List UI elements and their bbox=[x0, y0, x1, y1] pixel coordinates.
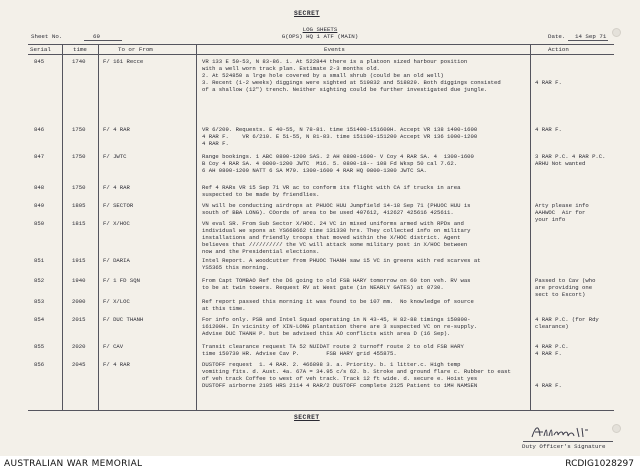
event-line: believes that ////////// the VC will attack some military post in X/HOC between bbox=[202, 241, 468, 248]
event-line: VR 133 E 50-53, N 83-86. 1. At 522844 there is a platoon sized harbour position bbox=[202, 58, 468, 65]
col-action: Action bbox=[548, 46, 569, 53]
event-line: B Coy 4 RAR SA. 4 0800-1200 JWTC M16. 5. 0800-18-- 108 Fd Wksp 50 cal 7.62. bbox=[202, 160, 458, 167]
action-line: 4 RAR F. bbox=[535, 382, 562, 389]
action-line: 4 RAR P.C. bbox=[535, 343, 569, 350]
action-line: Passed to Cav (who bbox=[535, 277, 596, 284]
event-line: suspected to be made by friendlies. bbox=[202, 191, 320, 198]
table-top-rule bbox=[28, 44, 614, 45]
duty-officer-label: Duty Officer's Signature bbox=[522, 443, 606, 450]
to-from: F/ DARIA bbox=[103, 257, 130, 264]
event-line: Advise DUC THANH P. but be advised this AO conflicts with area D (16 Sep). bbox=[202, 330, 451, 337]
event-line: individual we spons at YS668662 time 131330 hrs. They collected info on military bbox=[202, 227, 471, 234]
archive-reference: RCDIG1028297 bbox=[565, 459, 634, 469]
archive-name: AUSTRALIAN WAR MEMORIAL bbox=[4, 459, 143, 469]
action-line: 4 RAR P.C. (for Rdy bbox=[535, 316, 599, 323]
serial-number: 855 bbox=[34, 343, 45, 350]
serial-number: 846 bbox=[34, 126, 45, 133]
event-line: 161200H. In vicinity of XIN-LONG plantation there are 3 suspected VC on re-supply. bbox=[202, 323, 478, 330]
action-line: 4 RAR F. bbox=[535, 79, 562, 86]
hq-unit-title: G(OPS) HQ 1 ATF (MAIN) bbox=[281, 33, 359, 40]
to-from: F/ 4 RAR bbox=[103, 184, 130, 191]
event-line: 3. Recent (1-2 weeks) diggings were sighted at 519832 and 518829. Both diggings consisted bbox=[202, 79, 501, 86]
to-from: F/ DUC THANH bbox=[103, 316, 144, 323]
event-line: 4 RAR F. bbox=[202, 140, 229, 147]
header-rule bbox=[28, 54, 614, 55]
event-line: of veh track Coffee to west of veh track. Track 12 ft wide. d. secure e. Hoist yes bbox=[202, 375, 478, 382]
divider bbox=[98, 44, 99, 410]
action-line: sect to Escort) bbox=[535, 291, 586, 298]
to-from: F/ 4 RAR bbox=[103, 126, 130, 133]
serial-number: 845 bbox=[34, 58, 45, 65]
to-from: F/ 161 Recce bbox=[103, 58, 144, 65]
entry-time: 1815 bbox=[72, 220, 86, 227]
serial-number: 850 bbox=[34, 220, 45, 227]
sheet-number: 69 bbox=[93, 33, 100, 40]
divider bbox=[62, 44, 63, 410]
to-from: F/ SECTOR bbox=[103, 202, 134, 209]
date-label: Date. bbox=[548, 33, 566, 40]
event-line: VN eval SR. From Sub Sector X/HOC. 24 VC in mixed uniforms armed with RPDs and bbox=[202, 220, 464, 227]
action-line: your info bbox=[535, 216, 566, 223]
entry-time: 1940 bbox=[72, 277, 86, 284]
classification-top: SECRET bbox=[294, 10, 320, 17]
log-sheets-title: LOG SHEETS bbox=[302, 26, 338, 33]
divider bbox=[530, 44, 531, 410]
serial-number: 853 bbox=[34, 298, 45, 305]
event-line: 6 AH 0800-1200 NATT 6 SA M79. 1300-1600 4 RAR HQ 0800-1300 JWTC SA. bbox=[202, 167, 427, 174]
to-from: F/ CAV bbox=[103, 343, 124, 350]
entry-time: 1915 bbox=[72, 257, 86, 264]
to-from: F/ 4 RAR bbox=[103, 361, 130, 368]
event-line: with a well worn track plan. Estimate 2-3 months old. bbox=[202, 65, 380, 72]
action-line: AAHWOC Air for bbox=[535, 209, 586, 216]
event-line: installations and friendly troops that moved within the X/HOC district. Agent bbox=[202, 234, 461, 241]
col-events: Events bbox=[324, 46, 345, 53]
entry-time: 1750 bbox=[72, 153, 86, 160]
event-line: VR 6/209. Requests. E 40-55, N 78-81. time 151400-151600H. Accept VR 138 1400-1600 bbox=[202, 126, 478, 133]
event-line: vomiting fits. d. Aust. 4a. 67A = 34.95 c/s 62. b. Stroke and ground flare c. Rubber to east bbox=[202, 368, 511, 375]
action-line: ARHU Not wanted bbox=[535, 160, 586, 167]
sheet-label: Sheet No. bbox=[31, 33, 63, 40]
punch-hole bbox=[612, 28, 621, 37]
sheet-underline bbox=[84, 40, 122, 41]
to-from: F/ JWTC bbox=[103, 153, 127, 160]
event-line: 2. At 524850 a lrge hole covered by a small shrub (could be an old well) bbox=[202, 72, 444, 79]
action-line: 4 RAR F. bbox=[535, 126, 562, 133]
serial-number: 852 bbox=[34, 277, 45, 284]
date-underline bbox=[568, 40, 608, 41]
event-line: south of BBA LONG). COords of area to be used 407612, 412627 425616 425611. bbox=[202, 209, 454, 216]
entry-time: 1740 bbox=[72, 58, 86, 65]
serial-number: 849 bbox=[34, 202, 45, 209]
event-line: For info only. PSB and Intel Squad operating in N 43-45, H 82-88 timings 150800- bbox=[202, 316, 471, 323]
entry-time: 1805 bbox=[72, 202, 86, 209]
col-tofrom: To or From bbox=[118, 46, 153, 53]
event-line: Ref 4 RARs VR 15 Sep 71 VR ac to conform its flight with CA if trucks in area bbox=[202, 184, 461, 191]
action-line: are providing one bbox=[535, 284, 593, 291]
signature-line bbox=[523, 441, 613, 442]
event-line: 4 RAR F. VR 6/210. E 51-55, N 81-83. time 151100-151200 Accept VR 136 1000-1200 bbox=[202, 133, 478, 140]
serial-number: 847 bbox=[34, 153, 45, 160]
entry-time: 2045 bbox=[72, 361, 86, 368]
divider bbox=[196, 44, 197, 410]
entry-time: 1750 bbox=[72, 184, 86, 191]
table-bottom-rule bbox=[28, 410, 614, 411]
event-line: at this time. bbox=[202, 305, 246, 312]
date-value: 14 Sep 71 bbox=[575, 33, 607, 40]
duty-officer-signature bbox=[530, 422, 600, 442]
action-line: 4 RAR F. bbox=[535, 350, 562, 357]
event-line: time 150730 HR. Advise Cav P. FSB HARY grid 455875. bbox=[202, 350, 397, 357]
serial-number: 856 bbox=[34, 361, 45, 368]
event-line: Transit clearance request TA 52 NUIDAT route 2 turnoff route 2 to old FSB HARY bbox=[202, 343, 464, 350]
entry-time: 2015 bbox=[72, 316, 86, 323]
col-serial: Serial bbox=[30, 46, 51, 53]
action-line: Arty please info bbox=[535, 202, 589, 209]
punch-hole bbox=[612, 424, 621, 433]
event-line: now and the Presidential elections. bbox=[202, 248, 320, 255]
event-line: VN will be conducting airdrops at PHUOC HUU Jumpfield 14-18 Sep 71 (PHUOC HUU is bbox=[202, 202, 471, 209]
event-line: YS5365 this morning. bbox=[202, 264, 270, 271]
event-line: to be at twin towers. Request RV at West gate (in NEARLY GATES) at 0730. bbox=[202, 284, 444, 291]
serial-number: 851 bbox=[34, 257, 45, 264]
action-line: clearance) bbox=[535, 323, 569, 330]
classification-bottom: SECRET bbox=[294, 414, 320, 421]
event-line: Ref report passed this morning it was found to be 107 mm. No knowledge of source bbox=[202, 298, 474, 305]
to-from: F/ 1 FD SQN bbox=[103, 277, 140, 284]
to-from: F/ X/HOC bbox=[103, 220, 130, 227]
entry-time: 2000 bbox=[72, 298, 86, 305]
event-line: of a shallow (12") trench. Neither sighting could be further investigated due jungle. bbox=[202, 86, 488, 93]
event-line: DUSTOFF airborne 2105 HRS 2114 4 RAR/2 DUSTOFF complete 2125 Patient to 1MH NAMSEN bbox=[202, 382, 478, 389]
event-line: Range bookings. 1 ABC 0800-1200 SAS. 2 AH 0800-1600- V Coy 4 RAR SA. 4 1300-1600 bbox=[202, 153, 474, 160]
to-from: F/ X/LOC bbox=[103, 298, 130, 305]
event-line: Intel Report. A woodcutter from PHUOC THANH saw 15 VC in greens with red scarves at bbox=[202, 257, 481, 264]
serial-number: 854 bbox=[34, 316, 45, 323]
entry-time: 2020 bbox=[72, 343, 86, 350]
serial-number: 848 bbox=[34, 184, 45, 191]
action-line: 3 RAR P.C. 4 RAR P.C. bbox=[535, 153, 606, 160]
col-time: time bbox=[73, 46, 87, 53]
event-line: DUSTOFF request 1. 4 RAR. 2. 466898 3. a. Priority. b. 1 litter.c. High temp bbox=[202, 361, 461, 368]
event-line: From Capt TOMBAO Ref the D6 going to old FSB HARY tomorrow on 60 ton veh. RV was bbox=[202, 277, 471, 284]
entry-time: 1750 bbox=[72, 126, 86, 133]
